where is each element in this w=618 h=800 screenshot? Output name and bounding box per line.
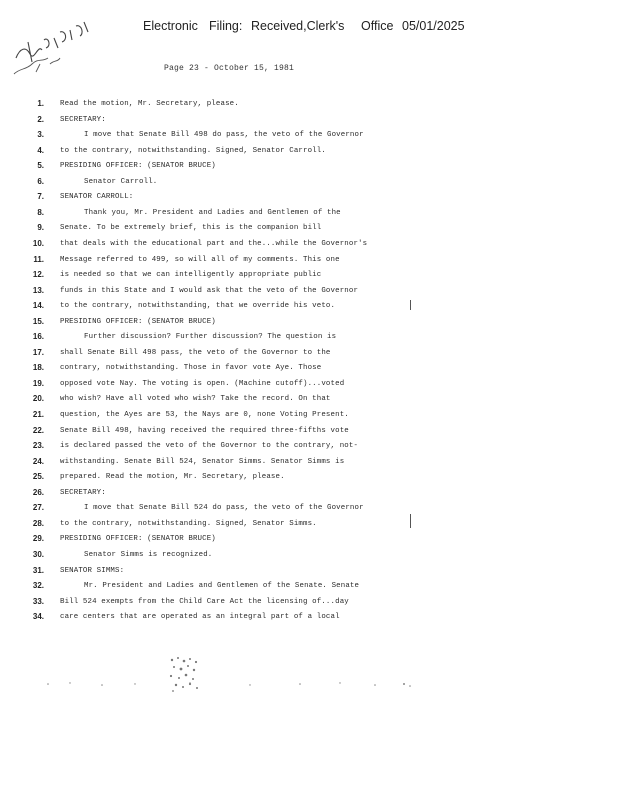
transcript-line [0, 160, 618, 172]
transcript-line [0, 316, 618, 328]
transcript-line [0, 98, 618, 110]
transcript-line [0, 347, 618, 359]
line-number: 4. [37, 145, 44, 155]
line-text: Further discussion? Further discussion? The question is [84, 333, 337, 342]
transcript-line [0, 611, 618, 623]
line-number: 19. [32, 378, 44, 388]
line-text: to the contrary, notwithstanding. Signed, Senator Carroll. [60, 146, 326, 155]
transcript-line [0, 596, 618, 608]
transcript-line [0, 471, 618, 483]
transcript-line [0, 254, 618, 266]
line-text: is needed so that we can intelligently appropriate public [60, 271, 322, 280]
line-text: contrary, notwithstanding. Those in favor vote Aye. Those [60, 364, 322, 373]
line-text: Read the motion, Mr. Secretary, please. [60, 100, 239, 108]
line-number: 14. [32, 301, 44, 311]
line-text: opposed vote Nay. The voting is open. (Machine cutoff)...voted [60, 379, 345, 388]
line-text: SECRETARY: [60, 488, 106, 497]
transcript-line [0, 393, 618, 405]
line-text: I move that Senate Bill 498 do pass, the veto of the Governor [84, 131, 364, 140]
line-number: 11. [33, 254, 44, 264]
line-text: to the contrary, notwithstanding. Signed, Senator Simms. [60, 519, 317, 528]
line-text: Mr. President and Ladies and Gentlemen of the Senate. Senate [84, 582, 360, 591]
line-text: Message referred to 499, so will all of my comments. This one [60, 255, 340, 264]
line-text: PRESIDING OFFICER: (SENATOR BRUCE) [60, 535, 216, 544]
stamp-part-date: 05/01/2025 [402, 19, 465, 33]
transcript-line [0, 191, 618, 203]
line-number: 13. [32, 285, 44, 295]
transcript-line [0, 580, 618, 592]
transcript-line [0, 145, 618, 157]
line-text: PRESIDING OFFICER: (SENATOR BRUCE) [60, 162, 216, 171]
stamp-part-received: Received,Clerk's [251, 19, 345, 33]
transcript-line [0, 207, 618, 219]
line-number: 7. [37, 192, 44, 202]
transcript-line [0, 440, 618, 452]
line-number: 3. [37, 130, 44, 140]
line-text: SENATOR CARROLL: [60, 193, 134, 202]
line-number: 16. [32, 332, 44, 342]
transcript-line [0, 409, 618, 421]
line-text: funds in this State and I would ask that the veto of the Governor [60, 286, 359, 295]
transcript-line [0, 129, 618, 141]
line-text: PRESIDING OFFICER: (SENATOR BRUCE) [60, 317, 216, 326]
scan-noise [40, 678, 460, 690]
transcript-line [0, 502, 618, 514]
line-number: 30. [32, 549, 44, 559]
line-number: 34. [32, 612, 44, 622]
line-number: 29. [32, 534, 44, 544]
transcript-line [0, 565, 618, 577]
margin-mark [410, 300, 411, 310]
line-number: 10. [32, 238, 44, 248]
transcript-line [0, 518, 618, 530]
transcript-line [0, 222, 618, 234]
line-text: I move that Senate Bill 524 do pass, the veto of the Governor [84, 504, 364, 513]
line-number: 1. [37, 99, 44, 108]
line-number: 20. [32, 394, 44, 404]
line-text: shall Senate Bill 498 pass, the veto of the Governor to the [60, 348, 331, 357]
line-text: to the contrary, notwithstanding, that we override his veto. [60, 302, 336, 311]
line-text: SENATOR SIMMS: [60, 566, 125, 575]
line-number: 27. [32, 503, 44, 513]
transcript-line [0, 549, 618, 561]
line-text: question, the Ayes are 53, the Nays are 0, none Voting Present. [60, 411, 349, 419]
line-text: care centers that are operated as an integral part of a local [60, 613, 340, 622]
stamp-part-filing: Filing: [209, 19, 243, 33]
transcript-line [0, 300, 618, 312]
transcript-line [0, 362, 618, 374]
line-text: who wish? Have all voted who wish? Take the record. On that [60, 395, 331, 404]
line-text: prepared. Read the motion, Mr. Secretary, please. [60, 473, 285, 482]
line-number: 32. [32, 581, 44, 591]
transcript-line [0, 238, 618, 250]
transcript-line [0, 533, 618, 545]
transcript-line [0, 269, 618, 281]
line-number: 9. [37, 223, 44, 233]
line-number: 23. [32, 441, 44, 451]
line-text: SECRETARY: [60, 115, 106, 124]
line-text: Senator Simms is recognized. [84, 550, 213, 559]
line-text: withstanding. Senate Bill 524, Senator Simms. Senator Simms is [60, 457, 345, 466]
line-text: Bill 524 exempts from the Child Care Act the licensing of...day [60, 597, 349, 606]
line-number: 22. [32, 425, 44, 435]
line-number: 17. [32, 347, 44, 357]
line-text: is declared passed the veto of the Governor to the contrary, not- [60, 442, 359, 451]
line-number: 26. [32, 487, 44, 497]
line-number: 2. [37, 114, 44, 124]
transcript-line [0, 487, 618, 499]
line-number: 5. [37, 161, 44, 171]
transcript-line [0, 378, 618, 390]
line-text: Thank you, Mr. President and Ladies and Gentlemen of the [84, 208, 341, 217]
stamp-part-office: Office [361, 19, 394, 33]
line-number: 21. [32, 410, 44, 419]
transcript-line [0, 456, 618, 468]
stamp-part-electronic: Electronic [143, 19, 198, 33]
line-number: 6. [37, 176, 44, 186]
transcript-line [0, 425, 618, 437]
line-number: 18. [32, 363, 44, 373]
line-number: 28. [32, 518, 44, 528]
page-title: Page 23 - October 15, 1981 [164, 64, 295, 73]
line-text: that deals with the educational part and the...while the Governor's [60, 239, 368, 248]
line-text: Senator Carroll. [84, 177, 158, 186]
transcript-line [0, 331, 618, 343]
line-text: Senate. To be extremely brief, this is the companion bill [60, 224, 322, 233]
line-number: 33. [32, 596, 44, 606]
margin-mark [410, 514, 411, 528]
handwritten-annotation [10, 18, 100, 78]
line-number: 8. [37, 207, 44, 217]
line-number: 12. [32, 270, 44, 280]
line-number: 25. [32, 472, 44, 482]
line-text: Senate Bill 498, having received the required three-fifths vote [60, 426, 349, 435]
transcript-line [0, 176, 618, 188]
line-number: 24. [32, 456, 44, 466]
line-number: 31. [32, 565, 44, 575]
line-number: 15. [32, 316, 44, 326]
transcript-line [0, 285, 618, 297]
transcript-line [0, 114, 618, 126]
